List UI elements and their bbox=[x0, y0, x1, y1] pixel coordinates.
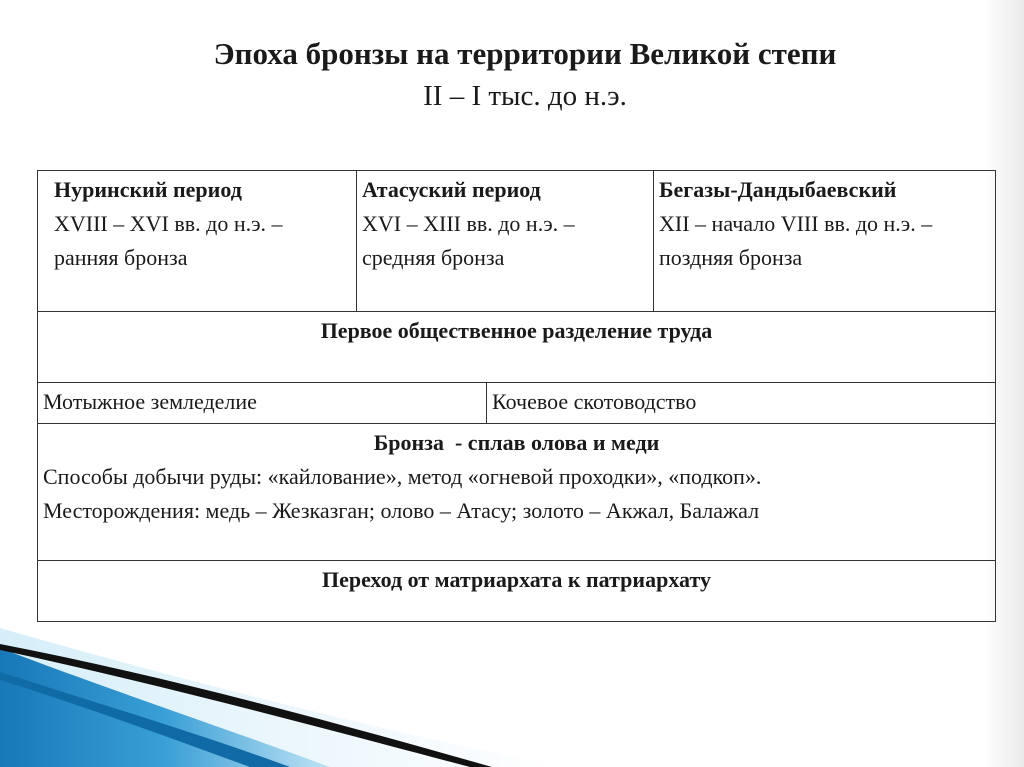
transition-cell: Переход от матриархата к патриархату bbox=[38, 561, 996, 622]
title-dates: II – I тыс. до н.э. bbox=[423, 80, 627, 112]
division-row bbox=[38, 312, 996, 383]
deposits: Месторождения: медь – Жезказган; олово – Атасу; золото – Акжал, Балажал bbox=[43, 498, 760, 523]
period-desc: XVIII – XVI вв. до н.э. – ранняя бронза bbox=[54, 211, 283, 270]
period-cell-nura bbox=[38, 171, 357, 312]
period-desc: XII – начало VIII вв. до н.э. – поздняя бронза bbox=[659, 211, 933, 270]
activities-row bbox=[38, 383, 996, 424]
bronze-cell bbox=[38, 424, 996, 561]
activity-herding: Кочевое скотоводство bbox=[487, 383, 996, 424]
period-cell-atasu bbox=[357, 171, 654, 312]
bronze-row bbox=[38, 424, 996, 561]
periods-row bbox=[38, 171, 996, 312]
activity-farming: Мотыжное земледелие bbox=[38, 383, 487, 424]
bronze-age-table bbox=[37, 170, 996, 622]
decorative-swoosh bbox=[0, 620, 1024, 767]
period-name: Нуринский период bbox=[54, 177, 242, 202]
title-main: Эпоха бронзы на территории Великой степи bbox=[213, 36, 837, 71]
period-cell-begazy bbox=[654, 171, 996, 312]
period-desc: XVI – XIII вв. до н.э. – средняя бронза bbox=[362, 211, 575, 270]
period-name: Атасуский период bbox=[362, 177, 541, 202]
division-cell: Первое общественное разделение труда bbox=[38, 312, 996, 383]
transition-row bbox=[38, 561, 996, 622]
mining-methods: Способы добычи руды: «кайлование», метод «огневой проходки», «подкоп». bbox=[43, 464, 762, 489]
slide-title bbox=[60, 34, 990, 116]
bronze-heading: Бронза - сплав олова и меди bbox=[373, 430, 660, 455]
period-name: Бегазы-Дандыбаевский bbox=[659, 177, 897, 202]
